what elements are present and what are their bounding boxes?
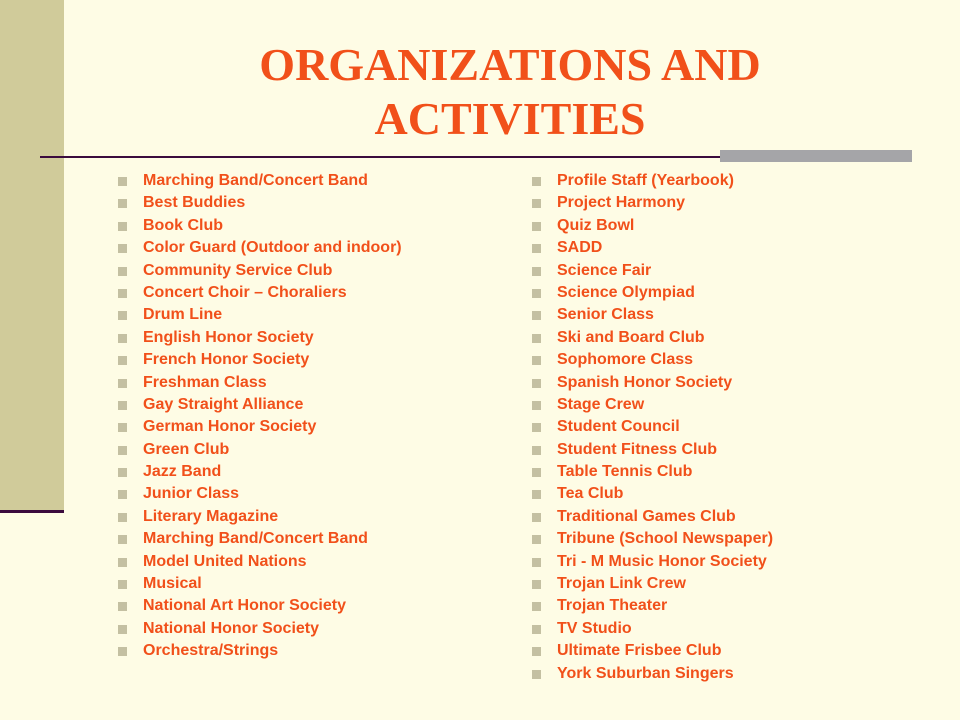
list-item-label: Trojan Theater <box>557 597 668 615</box>
list-item <box>532 573 773 595</box>
list-item <box>118 304 402 326</box>
square-bullet-icon <box>532 580 541 589</box>
list-item-label: Project Harmony <box>557 194 686 212</box>
list-item-label: Profile Staff (Yearbook) <box>557 172 734 189</box>
square-bullet-icon <box>118 177 127 186</box>
list-item <box>118 260 402 282</box>
square-bullet-icon <box>532 289 541 298</box>
list-item <box>532 260 773 282</box>
list-item-label: Community Service Club <box>143 261 333 279</box>
list-item <box>532 349 773 371</box>
list-item-label: Book Club <box>143 216 223 234</box>
list-item <box>532 372 773 394</box>
list-item <box>118 327 402 349</box>
square-bullet-icon <box>118 289 127 298</box>
list-item <box>532 461 773 483</box>
list-item <box>118 372 402 394</box>
square-bullet-icon <box>532 334 541 343</box>
square-bullet-icon <box>118 580 127 589</box>
square-bullet-icon <box>118 535 127 544</box>
list-item <box>532 192 773 214</box>
left-activity-list <box>118 170 402 663</box>
list-item-label: Tribune (School Newspaper) <box>557 530 774 548</box>
list-item-label: Sophomore Class <box>557 351 694 369</box>
list-item-label: SADD <box>557 239 603 257</box>
list-item <box>532 282 773 304</box>
list-item <box>118 528 402 550</box>
list-item <box>118 506 402 528</box>
list-item-label: Concert Choir – Choraliers <box>143 283 347 301</box>
square-bullet-icon <box>532 490 541 499</box>
square-bullet-icon <box>118 379 127 388</box>
list-item-label: Color Guard (Outdoor and indoor) <box>143 239 402 257</box>
title-line-1: ORGANIZATIONS AND <box>259 39 761 90</box>
list-item-label: Stage Crew <box>557 395 645 413</box>
list-item-label: Trojan Link Crew <box>557 575 686 593</box>
list-item-label: Musical <box>143 575 202 593</box>
list-item-label: Quiz Bowl <box>557 216 635 234</box>
list-item <box>532 663 773 685</box>
list-item <box>532 506 773 528</box>
square-bullet-icon <box>118 222 127 231</box>
square-bullet-icon <box>118 199 127 208</box>
list-item-label: Ski and Board Club <box>557 328 705 346</box>
list-item <box>532 528 773 550</box>
list-item <box>532 439 773 461</box>
slide-title <box>100 38 920 146</box>
square-bullet-icon <box>118 602 127 611</box>
square-bullet-icon <box>118 647 127 656</box>
square-bullet-icon <box>532 199 541 208</box>
list-item <box>118 349 402 371</box>
list-item <box>118 416 402 438</box>
square-bullet-icon <box>532 670 541 679</box>
list-item-label: Best Buddies <box>143 194 246 212</box>
list-item <box>118 282 402 304</box>
list-item-label: National Honor Society <box>143 619 320 637</box>
square-bullet-icon <box>118 267 127 276</box>
square-bullet-icon <box>532 222 541 231</box>
list-item-label: Jazz Band <box>143 463 222 481</box>
square-bullet-icon <box>532 647 541 656</box>
list-item <box>118 573 402 595</box>
list-item-label: Tri - M Music Honor Society <box>557 552 767 570</box>
list-item <box>532 640 773 662</box>
list-item-label: Model United Nations <box>143 552 307 570</box>
list-item <box>532 551 773 573</box>
list-item <box>532 327 773 349</box>
square-bullet-icon <box>118 334 127 343</box>
list-item <box>118 483 402 505</box>
list-item-label: York Suburban Singers <box>557 664 734 682</box>
square-bullet-icon <box>532 446 541 455</box>
square-bullet-icon <box>532 244 541 253</box>
square-bullet-icon <box>118 513 127 522</box>
right-activity-list <box>532 170 773 685</box>
list-item <box>118 618 402 640</box>
square-bullet-icon <box>532 602 541 611</box>
list-item <box>532 483 773 505</box>
square-bullet-icon <box>118 468 127 477</box>
list-item <box>532 394 773 416</box>
list-item-label: Junior Class <box>143 485 240 503</box>
list-item-label: Orchestra/Strings <box>143 642 279 660</box>
list-item <box>532 618 773 640</box>
square-bullet-icon <box>532 379 541 388</box>
list-item <box>118 640 402 662</box>
list-item <box>532 416 773 438</box>
list-item-label: Science Fair <box>557 261 652 279</box>
square-bullet-icon <box>118 401 127 410</box>
list-item <box>118 439 402 461</box>
square-bullet-icon <box>118 558 127 567</box>
square-bullet-icon <box>532 356 541 365</box>
left-decorative-bar <box>0 0 64 510</box>
list-item-label: Student Council <box>557 418 680 436</box>
list-item <box>532 595 773 617</box>
title-line-2: ACTIVITIES <box>374 93 646 144</box>
list-item <box>118 595 402 617</box>
square-bullet-icon <box>532 423 541 432</box>
list-item-label: Student Fitness Club <box>557 440 717 458</box>
list-item <box>118 170 402 192</box>
square-bullet-icon <box>532 401 541 410</box>
list-item-label: Senior Class <box>557 306 654 324</box>
list-item-label: Green Club <box>143 440 230 458</box>
square-bullet-icon <box>118 356 127 365</box>
list-item <box>532 237 773 259</box>
square-bullet-icon <box>118 490 127 499</box>
square-bullet-icon <box>532 177 541 186</box>
left-bar-rule <box>0 510 64 513</box>
list-item-label: Traditional Games Club <box>557 507 736 525</box>
list-item <box>532 304 773 326</box>
list-item-label: Drum Line <box>143 306 223 324</box>
square-bullet-icon <box>532 311 541 320</box>
list-item <box>118 237 402 259</box>
list-item <box>118 461 402 483</box>
title-divider-accent <box>720 150 912 162</box>
list-item-label: TV Studio <box>557 619 632 637</box>
list-item-label: Gay Straight Alliance <box>143 395 304 413</box>
list-item-label: Freshman Class <box>143 373 267 391</box>
square-bullet-icon <box>118 625 127 634</box>
list-item-label: Spanish Honor Society <box>557 373 733 391</box>
list-item <box>118 192 402 214</box>
list-item-label: Ultimate Frisbee Club <box>557 642 722 660</box>
list-item <box>532 170 773 192</box>
list-item-label: National Art Honor Society <box>143 597 346 615</box>
list-item-label: Table Tennis Club <box>557 463 693 481</box>
list-item-label: Tea Club <box>557 485 624 503</box>
square-bullet-icon <box>532 625 541 634</box>
square-bullet-icon <box>532 535 541 544</box>
list-item-label: French Honor Society <box>143 351 310 369</box>
list-item <box>118 551 402 573</box>
list-item-label: Marching Band/Concert Band <box>143 530 368 548</box>
square-bullet-icon <box>118 446 127 455</box>
list-item <box>118 215 402 237</box>
square-bullet-icon <box>118 311 127 320</box>
square-bullet-icon <box>118 423 127 432</box>
list-item <box>532 215 773 237</box>
square-bullet-icon <box>532 267 541 276</box>
list-item-label: Marching Band/Concert Band <box>143 172 368 189</box>
square-bullet-icon <box>532 558 541 567</box>
list-item-label: German Honor Society <box>143 418 317 436</box>
list-item-label: Science Olympiad <box>557 283 695 301</box>
list-item <box>118 394 402 416</box>
square-bullet-icon <box>532 468 541 477</box>
square-bullet-icon <box>118 244 127 253</box>
list-item-label: English Honor Society <box>143 328 314 346</box>
square-bullet-icon <box>532 513 541 522</box>
list-item-label: Literary Magazine <box>143 507 279 525</box>
